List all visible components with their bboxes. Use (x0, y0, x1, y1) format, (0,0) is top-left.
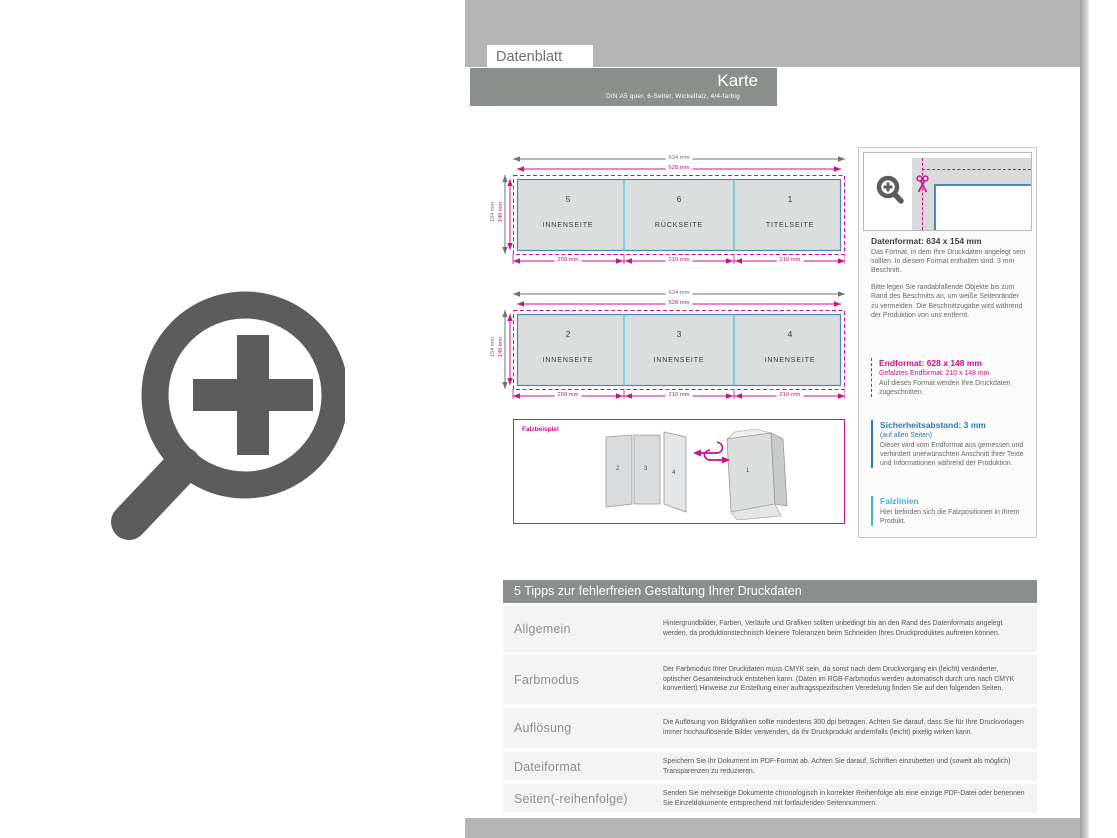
tip-text: Die Auflösung von Bildgrafiken sollte mindestens 300 dpi betragen. Achten Sie darauf, dass Sie für Ihre Druckvorlagen immer hochauflösende Bilder verwenden, da Ihr Druckprodukt andernfalls (leicht) pixelig wirken kann. (663, 719, 1024, 736)
fold-diagram-inside (490, 289, 845, 407)
panel-label: INNENSEITE (653, 357, 705, 364)
zoom-plus-mini-icon (873, 174, 909, 210)
panel-label: RÜCKSEITE (654, 222, 704, 229)
dim-segment: 210 mm (777, 392, 804, 398)
dim-width-outer: 634 mm (666, 290, 693, 296)
panel-number: 2 (565, 329, 571, 339)
dim-width-inner: 628 mm (666, 165, 693, 171)
endformat-subheading: Gefalztes Endformat: 210 x 148 mm (879, 370, 990, 377)
endformat-block (871, 358, 1027, 397)
panel-number: 1 (787, 194, 793, 204)
falzlinien-block (871, 496, 1027, 526)
tips-header: 5 Tipps zur fehlerfreien Gestaltung Ihrer Druckdaten (503, 580, 1037, 603)
dim-height-inner: 148 mm (498, 202, 504, 222)
scissors-icon (915, 175, 930, 195)
fold-example-caption: Falzbeispiel (522, 426, 559, 433)
tip-label: Allgemein (514, 622, 571, 636)
title-band (470, 68, 777, 106)
tip-text: Der Farbmodus Ihrer Druckdaten muss CMYK sein, da sonst nach dem Druckvorgang ein (leicht) veränderter, optischer Gesamteindruck entstehen kann. (Daten im RGB-Farbmodus werden automatisch durch uns nach CMYK konvertiert) Hinweise zur Erstellung einer auftragsspezifischen Veredelung finden Sie auf den folgenden Seiten. (663, 666, 1015, 693)
tip-label: Farbmodus (514, 672, 580, 687)
datenformat-heading: Datenformat: 634 x 154 mm (871, 236, 982, 246)
tip-text: Speichern Sie Ihr Dokument im PDF-Format ab. Achten Sie darauf, Schriften einzubetten und (soweit als möglich) Transparenzen zu reduzieren. (663, 757, 1011, 775)
dim-width-outer: 634 mm (666, 155, 693, 161)
table-row (503, 784, 1037, 813)
open-card-panel-number: 2 (616, 466, 620, 472)
endformat-heading: Endformat: 628 x 148 mm (879, 358, 982, 368)
folded-card-panel-number: 1 (746, 468, 750, 474)
table-row (503, 606, 1037, 652)
dim-height-outer: 154 mm (490, 337, 496, 357)
endformat-corner (934, 184, 1031, 230)
panel-number: 5 (565, 194, 571, 204)
panel-number: 4 (787, 329, 793, 339)
sicherheitsabstand-heading: Sicherheitsabstand: 3 mm (880, 420, 986, 430)
fold-example-box (513, 419, 845, 524)
table-row (503, 655, 1037, 704)
page-subtitle: DIN A5 quer, 6-Seiter, Wickelfalz, 4/4-farbig (606, 93, 740, 100)
fold-diagram-front-drawing (493, 154, 845, 272)
fold-diagram-inside-drawing (493, 289, 845, 407)
sicherheitsabstand-block (871, 420, 1027, 468)
datenformat-text: Das Format, in dem Ihre Druckdaten angelegt sein sollten. In diesem Format enthalten sind: 3 mm Beschnitt. (871, 249, 1026, 275)
panel-label: INNENSEITE (542, 357, 594, 364)
dim-height-outer: 154 mm (490, 202, 496, 222)
datenblatt-tab: Datenblatt (487, 45, 593, 70)
panel-number: 3 (676, 329, 682, 339)
falzlinien-text: Hier befinden sich die Falzpositionen in Ihrem Produkt. (880, 509, 1020, 526)
falzlinien-heading: Falzlinien (880, 496, 919, 506)
tip-text: Hintergrundbilder, Farben, Verläufe und Grafiken sollten unbedingt bis an den Rand des Datenformats angelegt werden, da produktionstechnisch kleinere Toleranzen beim Schneiden Ihres Druckproduktes auftreten können. (663, 620, 1003, 637)
tip-text: Senden Sie mehrseitige Dokumente chronologisch in korrekter Reihenfolge als eine einzige PDF-Datei oder benennen Sie Einzeldokumente entsprechend mit fortlaufenden Seitennummern. (663, 789, 1025, 807)
dim-width-inner: 628 mm (666, 300, 693, 306)
dim-segment: 210 mm (666, 392, 693, 398)
tip-label: Dateiformat (514, 759, 581, 774)
dim-segment: 210 mm (777, 257, 804, 263)
zoom-plus-icon (95, 275, 345, 565)
datenformat-text2: Bitte legen Sie randabfallende Objekte bis zum Rand des Beschnitts an, um weiße Seitenränder zu vermeiden. Die Beschnittzugabe wird während der Produktion von uns entfernt. (871, 284, 1023, 319)
format-info-sidebar (858, 147, 1037, 538)
folded-card-illustration (699, 428, 809, 520)
open-card-panel-number: 4 (672, 470, 676, 476)
endformat-text: Auf dieses Format werden Ihre Druckdaten zugeschnitten. (879, 380, 1011, 397)
sicherheitsabstand-text: Dieser wird vom Endformat aus gemessen und verhindert unerwünschten Anschnitt Ihrer Texte und Informationen während der Produktion. (880, 442, 1024, 468)
panel-label: INNENSEITE (542, 222, 594, 229)
datenformat-dash-h (922, 169, 1031, 170)
table-row (503, 752, 1037, 781)
dim-height-inner: 148 mm (498, 337, 504, 357)
tip-label: Seiten(-reihenfolge) (514, 791, 628, 806)
sicherheitsabstand-subheading: (auf allen Seiten) (880, 432, 933, 439)
tip-label: Auflösung (514, 721, 572, 735)
page-edge-shadow (1080, 0, 1089, 838)
zoom-detail-box (863, 152, 1032, 231)
datenformat-block (871, 236, 1027, 320)
table-row (503, 707, 1037, 749)
panel-label: INNENSEITE (764, 357, 816, 364)
bottom-gray-band (465, 818, 1080, 838)
open-card-panel-number: 3 (644, 466, 648, 472)
dim-segment: 210 mm (666, 257, 693, 263)
page-title: Karte (717, 71, 758, 90)
fold-diagram-front (490, 154, 845, 272)
dim-segment: 209 mm (555, 257, 582, 263)
panel-number: 6 (676, 194, 682, 204)
tips-table (503, 606, 1037, 813)
dim-segment: 209 mm (555, 392, 582, 398)
panel-label: TITELSEITE (765, 222, 815, 229)
